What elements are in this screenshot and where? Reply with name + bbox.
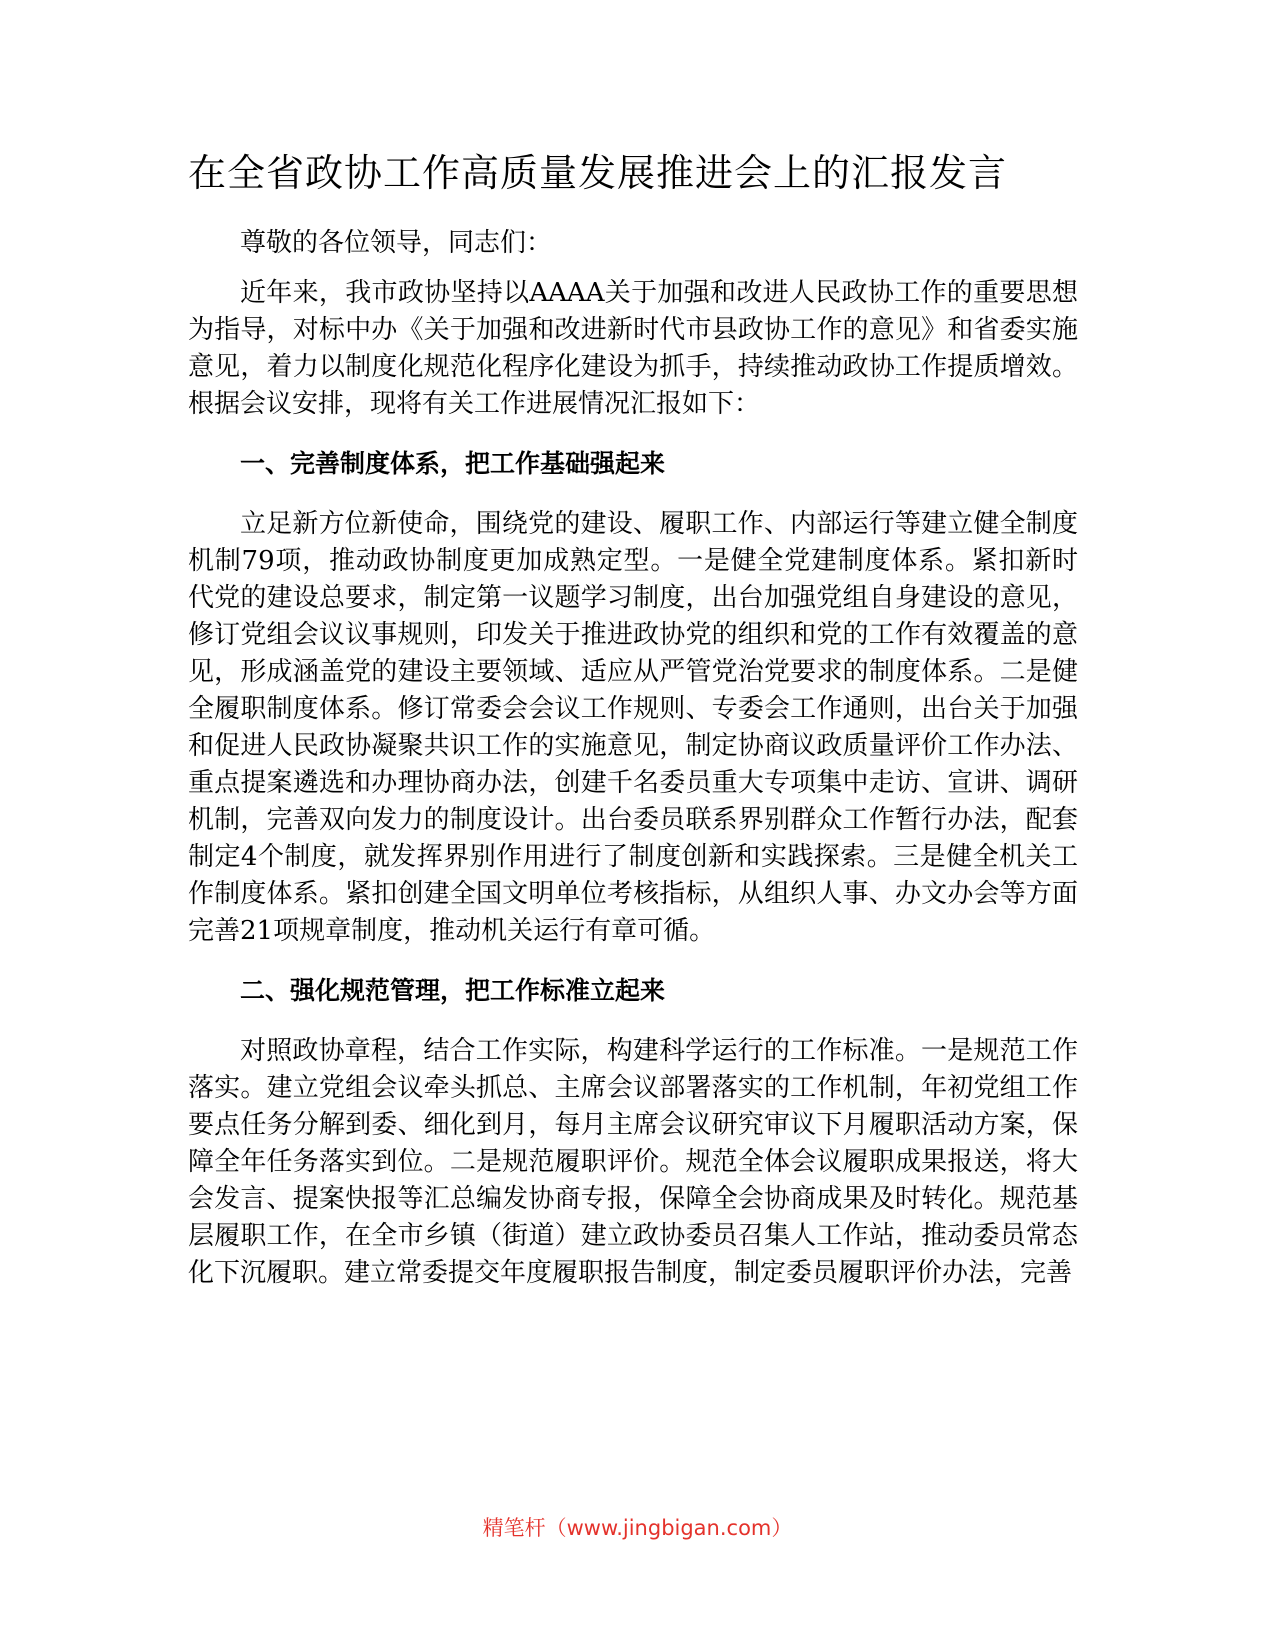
greeting: 尊敬的各位领导，同志们：: [240, 228, 553, 258]
intro-paragraph: 近年来，我市政协坚持以AAAA关于加强和改进人民政协工作的重要思想为指导，对标中办《关于加强和改进新时代市县政协工作的意见》和省委实施意见，着力以制度化规范化程序化建设为抓手，持续推动政协工作提质增效。根据会议安排，现将有关工作进展情况汇报如下：: [188, 278, 1078, 419]
document-body: [188, 225, 1078, 1314]
section-heading-1: 一、完善制度体系，把工作基础强起来: [240, 449, 666, 478]
section-heading-2: 二、强化规范管理，把工作标准立起来: [240, 976, 666, 1005]
footer-watermark-link[interactable]: 精笔杆（www.jingbigan.com）: [482, 1516, 793, 1540]
document-title: 在全省政协工作高质量发展推进会上的汇报发言: [188, 151, 1008, 195]
section-body-2: 对照政协章程，结合工作实际，构建科学运行的工作标准。一是规范工作落实。建立党组会议牵头抓总、主席会议部署落实的工作机制，年初党组工作要点任务分解到委、细化到月，每月主席会议研究审议下月履职活动方案，保障全年任务落实到位。二是规范履职评价。规范全体会议履职成果报送，将大会发言、提案快报等汇总编发协商专报，保障全会协商成果及时转化。规范基层履职工作，在全市乡镇（街道）建立政协委员召集人工作站，推动委员常态化下沉履职。建立常委提交年度履职报告制度，制定委员履职评价办法，完善: [188, 1036, 1078, 1288]
section-body-1: 立足新方位新使命，围绕党的建设、履职工作、内部运行等建立健全制度机制79项，推动政协制度更加成熟定型。一是健全党建制度体系。紧扣新时代党的建设总要求，制定第一议题学习制度，出台加强党组自身建设的意见，修订党组会议议事规则，印发关于推进政协党的组织和党的工作有效覆盖的意见，形成涵盖党的建设主要领域、适应从严管党治党要求的制度体系。二是健全履职制度体系。修订常委会会议工作规则、专委会工作通则，出台关于加强和促进人民政协凝聚共识工作的实施意见，制定协商议政质量评价工作办法、重点提案遴选和办理协商办法，创建千名委员重大专项集中走访、宣讲、调研机制，完善双向发力的制度设计。出台委员联系界别群众工作暂行办法，配套制定4个制度，就发挥界别作用进行了制度创新和实践探索。三是健全机关工作制度体系。紧扣创建全国文明单位考核指标，从组织人事、办文办会等方面完善21项规章制度，推动机关运行有章可循。: [188, 509, 1078, 946]
